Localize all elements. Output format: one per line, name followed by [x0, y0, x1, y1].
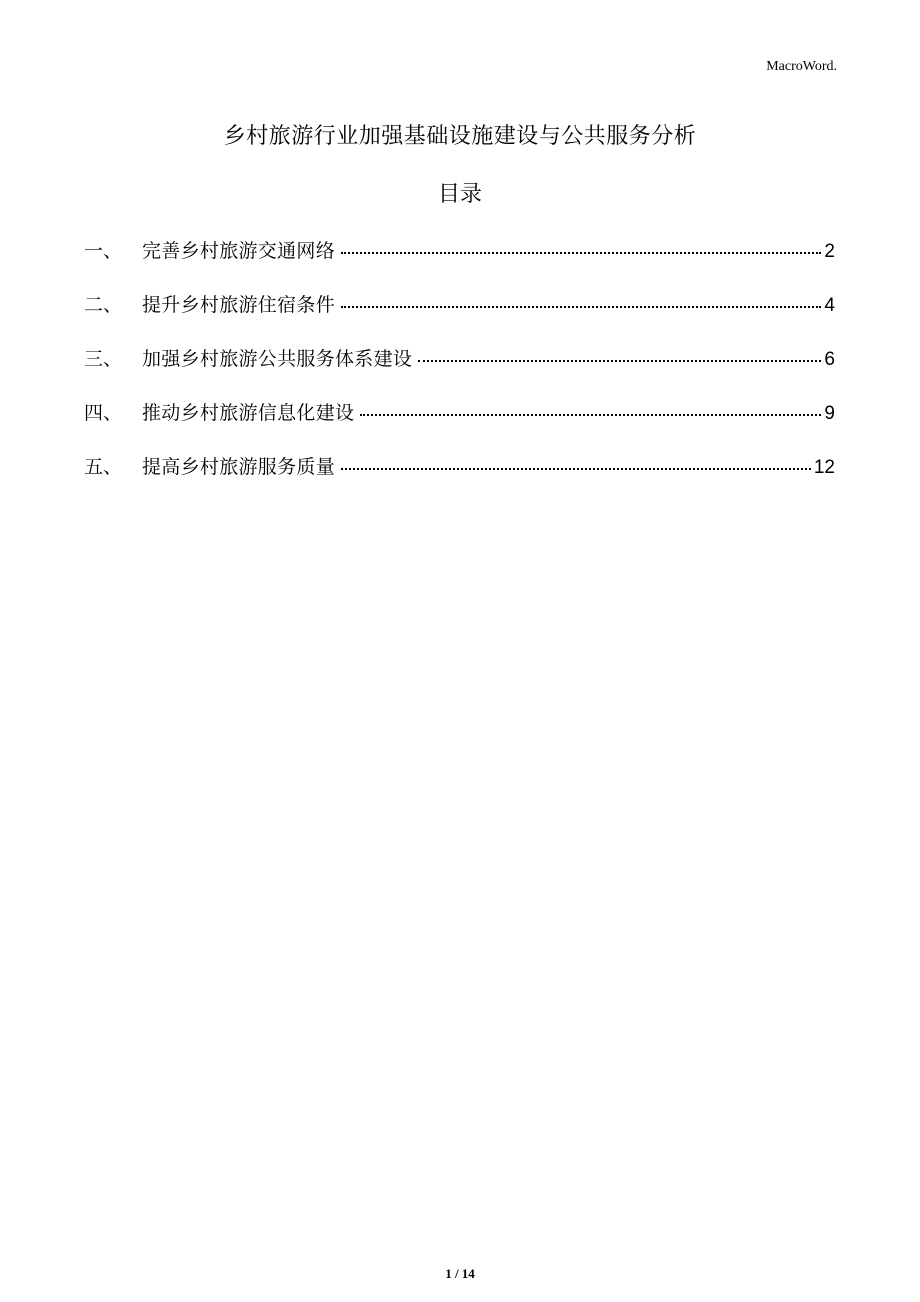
document-title: 乡村旅游行业加强基础设施建设与公共服务分析: [223, 124, 697, 149]
toc-dot-leader: [341, 252, 821, 254]
header-brand: MacroWord.: [766, 59, 837, 74]
toc-entry-page[interactable]: 6: [824, 349, 835, 370]
toc-heading: 目录: [437, 182, 482, 207]
toc-entry-page[interactable]: 9: [824, 403, 835, 424]
toc-dot-leader: [418, 360, 821, 362]
toc-entry-text[interactable]: 提升乡村旅游住宿条件: [142, 294, 336, 316]
toc-entry-1[interactable]: [84, 233, 835, 269]
toc-entry-number: 四、: [84, 402, 123, 424]
toc-entry-page[interactable]: 12: [813, 457, 835, 478]
toc-dot-leader: [360, 414, 821, 416]
toc-entry-number: 五、: [84, 456, 123, 478]
page-indicator: 1 / 14: [445, 1266, 475, 1281]
toc-entry-text[interactable]: 加强乡村旅游公共服务体系建设: [142, 348, 413, 370]
toc-entry-5[interactable]: [84, 449, 835, 485]
toc-entry-2[interactable]: [84, 287, 835, 323]
toc-entry-page[interactable]: 2: [824, 241, 835, 262]
toc-entry-3[interactable]: [84, 341, 835, 377]
toc-entry-text[interactable]: 提高乡村旅游服务质量: [142, 456, 336, 478]
toc-dot-leader: [341, 306, 821, 308]
toc-entry-text[interactable]: 完善乡村旅游交通网络: [142, 240, 336, 262]
toc-entry-number: 二、: [84, 294, 123, 316]
toc-entry-4[interactable]: [84, 395, 835, 431]
table-of-contents: [84, 233, 835, 503]
toc-entry-page[interactable]: 4: [824, 295, 835, 316]
toc-entry-number: 一、: [84, 240, 123, 262]
toc-dot-leader: [341, 468, 811, 470]
toc-entry-number: 三、: [84, 348, 123, 370]
toc-entry-text[interactable]: 推动乡村旅游信息化建设: [142, 402, 355, 424]
